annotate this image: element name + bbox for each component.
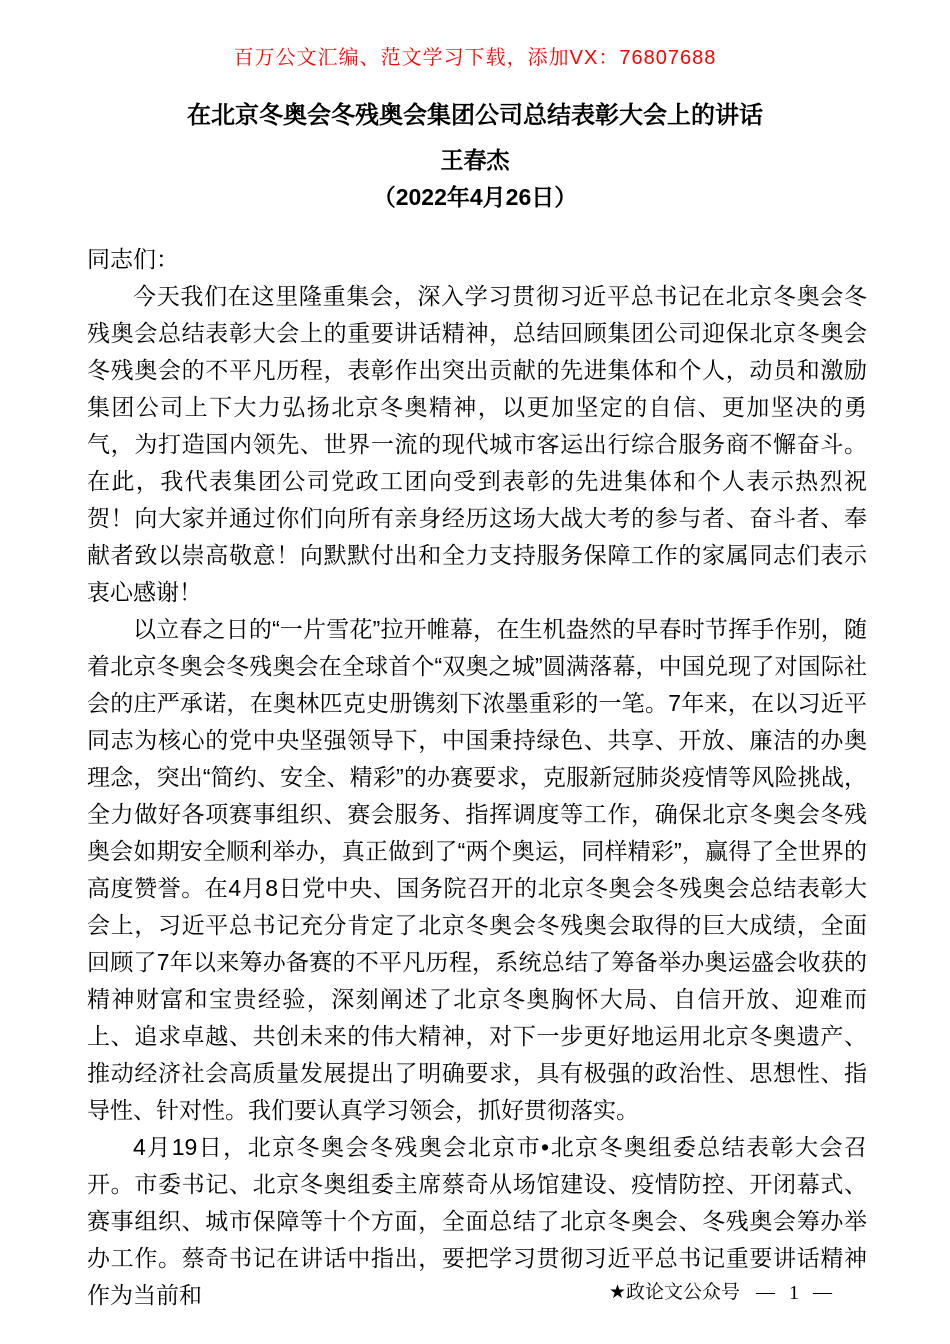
- page-footer: [0, 1281, 950, 1305]
- footer-brand: [609, 1281, 740, 1305]
- star-icon: ★: [608, 1282, 626, 1303]
- watermark-ad-text: 百万公文汇编、范文学习下载，添加VX：76807688: [233, 47, 717, 69]
- page-number-group: [756, 1281, 832, 1305]
- footer-brand-label: 政论文公众号: [625, 1282, 740, 1303]
- document-title: 在北京冬奥会冬残奥会集团公司总结表彰大会上的讲话: [187, 102, 763, 129]
- document-body: [87, 241, 867, 1314]
- speaker-name: 王春杰: [440, 147, 510, 173]
- page-number-dash-left: —: [756, 1282, 775, 1303]
- body-paragraph: 今天我们在这里隆重集会，深入学习贯彻习近平总书记在北京冬奥会冬残奥会总结表彰大会上的重要讲话精神，总结回顾集团公司迎保北京冬奥会冬残奥会的不平凡历程，表彰作出突出贡献的先进集体和个人，动员和激励集团公司上下大力弘扬北京冬奥精神，以更加坚定的自信、更加坚决的勇气，为打造国内领先、世界一流的现代城市客运出行综合服务商不懈奋斗。在此，我代表集团公司党政工团向受到表彰的先进集体和个人表示热烈祝贺！向大家并通过你们向所有亲身经历这场大战大考的参与者、奋斗者、奉献者致以崇高敬意！向默默付出和全力支持服务保障工作的家属同志们表示衷心感谢！: [87, 283, 867, 605]
- salutation: 同志们：: [87, 246, 179, 272]
- body-paragraph: 以立春之日的“一片雪花”拉开帷幕，在生机盎然的早春时节挥手作别，随着北京冬奥会冬残奥会在全球首个“双奥之城”圆满落幕，中国兑现了对国际社会的庄严承诺，在奥林匹克史册镌刻下浓墨重彩的一笔。7年来，在以习近平同志为核心的党中央坚强领导下，中国秉持绿色、共享、开放、廉洁的办奥理念，突出“简约、安全、精彩”的办赛要求，克服新冠肺炎疫情等风险挑战，全力做好各项赛事组织、赛会服务、指挥调度等工作，确保北京冬奥会冬残奥会如期安全顺利举办，真正做到了“两个奥运，同样精彩”，赢得了全世界的高度赞誉。在4月8日党中央、国务院召开的北京冬奥会冬残奥会总结表彰大会上，习近平总书记充分肯定了北京冬奥会冬残奥会取得的巨大成绩，全面回顾了7年以来筹办备赛的不平凡历程，系统总结了筹备举办奥运盛会收获的精神财富和宝贵经验，深刻阐述了北京冬奥胸怀大局、自信开放、迎难而上、追求卓越、共创未来的伟大精神，对下一步更好地运用北京冬奥遗产、推动经济社会高质量发展提出了明确要求，具有极强的政治性、思想性、指导性、针对性。我们要认真学习领会，抓好贯彻落实。: [87, 616, 867, 1123]
- page-number: 1: [789, 1282, 799, 1304]
- page-number-dash-right: —: [813, 1282, 832, 1303]
- body-paragraph: 4月19日，北京冬奥会冬残奥会北京市•北京冬奥组委总结表彰大会召开。市委书记、北京冬奥组委主席蔡奇从场馆建设、疫情防控、开闭幕式、赛事组织、城市保障等十个方面，全面总结了北京冬奥会、冬残奥会筹办举办工作。蔡奇书记在讲话中指出，要把学习贯彻习近平总书记重要讲话精神作为当前和: [87, 1134, 867, 1308]
- speech-date: （2022年4月26日）: [372, 184, 578, 210]
